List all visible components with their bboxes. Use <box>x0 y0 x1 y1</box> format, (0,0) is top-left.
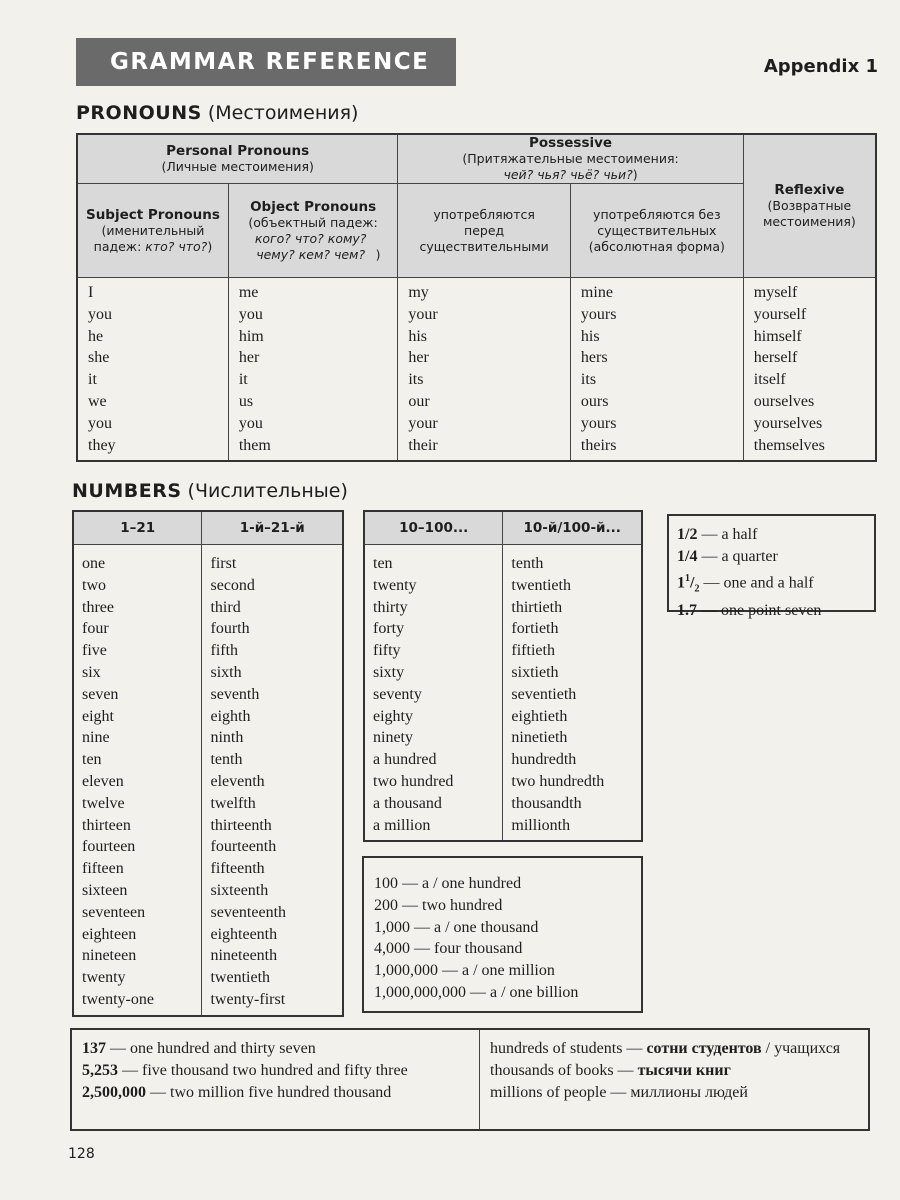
personal-pronouns-header: Personal Pronouns (Личные местоимения) <box>77 134 398 184</box>
subject-pronouns-list: I you he she it we you they <box>77 278 228 461</box>
tens-ordinal-list: tenth twentieth thirtieth fortieth fiftieth sixtieth seventieth eightieth ninetieth hundredth two hundredth thousandth millionth <box>503 545 642 842</box>
fraction-row: 1/2 — a half <box>677 526 758 543</box>
fraction-row: $1^1/_2$ — one and a half <box>677 572 814 595</box>
possessive-without-header: употребляются без существительных (абсолютная форма) <box>570 184 743 278</box>
fraction-row: 1/4 — a quarter <box>677 547 778 565</box>
tens-header: 10–100... <box>364 511 503 545</box>
possessive-adjectives-list: my your his her its our your their <box>398 278 571 461</box>
reflexive-pronouns-list: myself yourself himself herself itself ourselves yourselves themselves <box>743 278 876 461</box>
cardinal-ordinal-table <box>72 510 344 1017</box>
pronouns-title <box>76 102 358 124</box>
number-examples: 137 — one hundred and thirty seven 5,253 — five thousand two hundred and fifty three 2,500,000 — two million five hundred thousand <box>72 1030 480 1129</box>
pronouns-table <box>76 133 877 462</box>
plural-examples: hundreds of students — сотни студентов / учащихся thousands of books — тысячи книг millions of people — миллионы людей <box>490 1040 841 1101</box>
page-number: 128 <box>68 1146 95 1162</box>
tens-ordinal-header: 10-й/100-й... <box>503 511 642 545</box>
cardinal-list: one two three four five six seven eight nine ten eleven twelve thirteen fourteen fifteen sixteen seventeen eighteen nineteen twenty twenty-one <box>73 545 202 1016</box>
ordinal-list: first second third fourth fifth sixth seventh eighth ninth tenth eleventh twelfth thirteenth fourteenth fifteenth sixteenth seventeenth eighteenth nineteenth twentieth twenty-first <box>202 545 343 1016</box>
section-banner: GRAMMAR REFERENCE <box>76 38 456 86</box>
numbers-title-main: NUMBERS <box>72 480 182 502</box>
object-pronouns-list: me you him her it us you them <box>228 278 397 461</box>
possessive-absolute-list: mine yours his hers its ours yours theirs <box>570 278 743 461</box>
reflexive-header: Reflexive (Возвратные местоимения) <box>743 134 876 278</box>
subject-pronouns-header: Subject Pronouns (именительный падеж: кто? что?) <box>77 184 228 278</box>
object-pronouns-header: Object Pronouns (объектный падеж: кого? что? кому? чему? кем? чем? ) <box>228 184 397 278</box>
possessive-before-header: употребляются перед существительными <box>398 184 571 278</box>
numbers-title-translation: (Числительные) <box>181 480 348 502</box>
fraction-row: 1.7 — one point seven <box>677 601 822 619</box>
tens-list: ten twenty thirty forty fifty sixty seventy eighty ninety a hundred two hundred a thousand a million <box>364 545 503 842</box>
pronouns-title-main: PRONOUNS <box>76 102 202 124</box>
pronouns-title-translation: (Местоимения) <box>201 102 359 124</box>
tens-table <box>363 510 643 842</box>
appendix-label: Appendix 1 <box>763 56 878 77</box>
cardinal-header: 1–21 <box>73 511 202 545</box>
large-numbers-box: 100 — a / one hundred 200 — two hundred 1,000 — a / one thousand 4,000 — four thousand 1,000,000 — a / one million 1,000,000,000 — a / one billion <box>362 856 643 1013</box>
possessive-header: Possessive (Притяжательные местоимения: чей? чья? чьё? чьи?) <box>398 134 743 184</box>
fractions-box <box>667 514 876 619</box>
ordinal-header: 1-й–21-й <box>202 511 343 545</box>
numbers-title <box>72 480 348 502</box>
examples-box <box>70 1028 870 1131</box>
